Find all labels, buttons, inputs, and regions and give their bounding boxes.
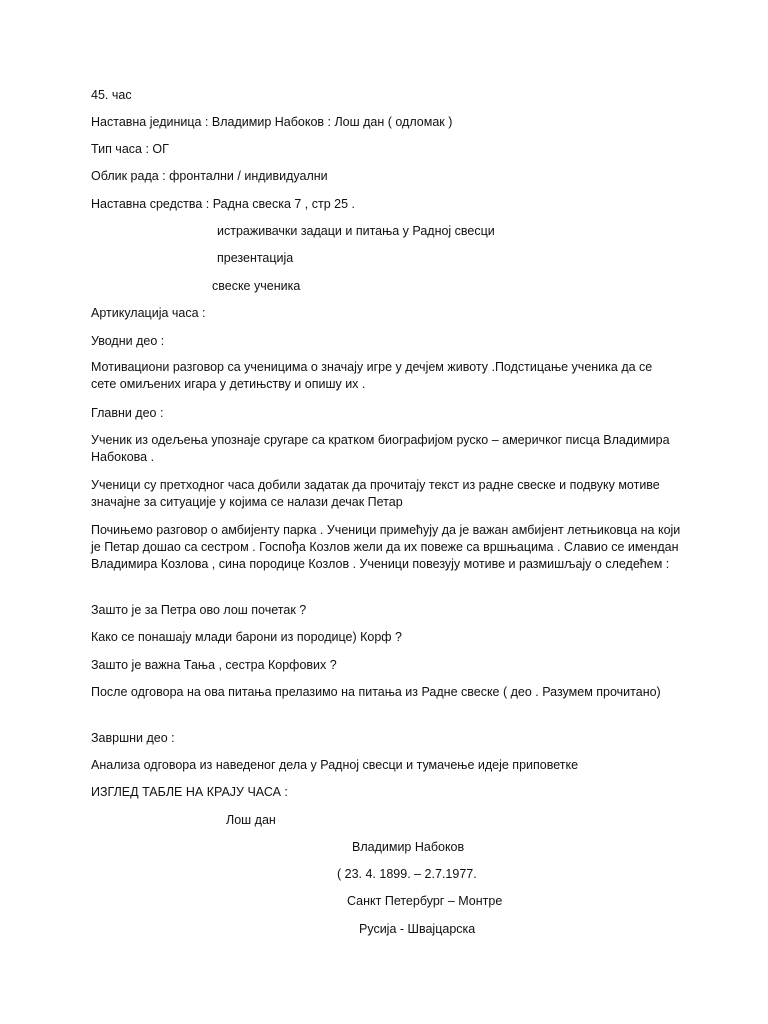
main-paragraph: Почињемо разговор о амбијенту парка . Ученици примећују да је важан амбијент летњиковца на који је Петар дошао са сестром . Госпођа Козлов жели да их повеже са вршњацима . Славио се имендан Владимира Козлова , сина породице Козлов . Ученици повезују мотиве и размишљају о следећем : [91,523,681,571]
final-paragraph: Анализа одговора из наведеног дела у Радној свесци и тумачење идеје приповетке [91,758,579,772]
work-form: Облик рада : фронтални / индивидуални [91,169,328,183]
board-places: Санкт Петербург – Монтре [347,894,503,908]
lesson-type: Тип часа : ОГ [91,142,169,156]
board-author: Владимир Набоков [352,840,465,854]
teaching-aid-item: презентација [217,251,294,265]
main-paragraph: Ученик из одељења упознаје сругаре са кратком биографијом руско – америчког писца Владимира Набокова . [91,433,670,464]
final-heading: Завршни део : [91,731,175,745]
board-dates: ( 23. 4. 1899. – 2.7.1977. [337,867,477,881]
question: Како се понашају млади барони из породице) Корф ? [91,630,402,644]
main-paragraph: Ученици су претходног часа добили задатак да прочитају текст из радне свеске и подвуку мотиве значајне за ситуације у којима се налази дечак Петар [91,478,660,509]
teaching-aids: Наставна средства : Радна свеска 7 , стр 25 . [91,197,355,211]
teaching-unit: Наставна јединица : Владимир Набоков : Лош дан ( одломак ) [91,115,453,129]
board-countries: Русија - Швајцарска [359,922,476,936]
intro-paragraph: Мотивациони разговор са ученицима о значају игре у дечјем животу .Подстицање ученика да се сете омиљених игара у детињству и опишу их . [91,360,653,391]
articulation-heading: Артикулација часа : [91,306,206,320]
main-heading: Главни део : [91,406,164,420]
board-heading: ИЗГЛЕД ТАБЛЕ НА КРАЈУ ЧАСА : [91,785,288,799]
intro-heading: Уводни део : [91,334,165,348]
board-title: Лош дан [226,813,276,827]
teaching-aid-item: свеске ученика [212,279,301,293]
after-questions-paragraph: После одговора на ова питања прелазимо на питања из Радне свеске ( део . Разумем прочитано) [91,685,661,699]
lesson-number: 45. час [91,88,132,102]
question: Зашто је за Петра ово лош почетак ? [91,603,307,617]
question: Зашто је важна Тања , сестра Корфових ? [91,658,337,672]
teaching-aid-item: истраживачки задаци и питања у Радној свесци [217,224,495,238]
